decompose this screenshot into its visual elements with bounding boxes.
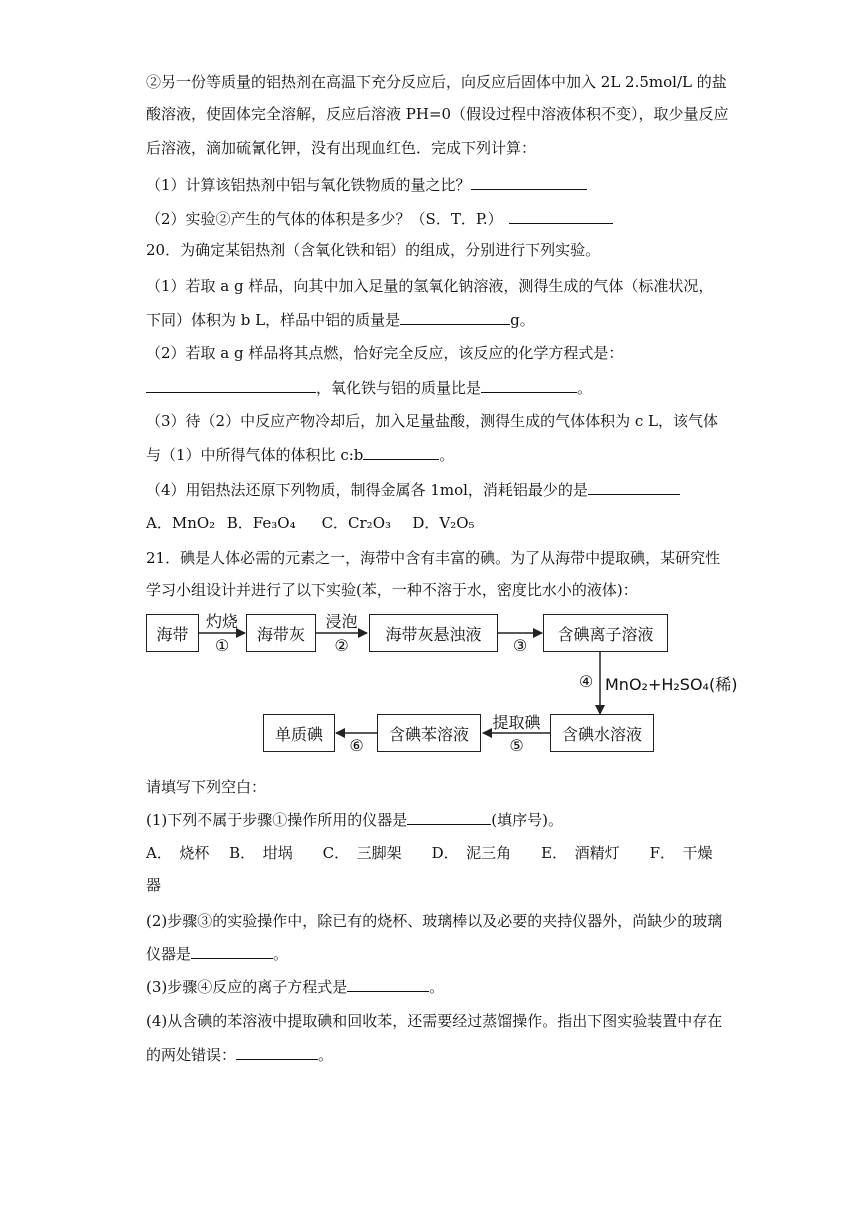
step-label-5: 提取碘 — [492, 713, 541, 732]
text-line: （1）若取 a g 样品，向其中加入足量的氢氧化钠溶液，测得生成的气体（标准状况， — [146, 277, 714, 295]
question-text: ，氧化铁与铝的质量比是 — [316, 379, 482, 397]
option-b: B．Fe₃O₄ — [226, 514, 296, 532]
text-line: A． 烧杯 B． 坩埚 C． 三脚架 D． 泥三角 E． 酒精灯 F． 干燥 — [146, 844, 713, 862]
step-reagent-4: MnO₂+H₂SO₄(稀) — [605, 675, 738, 694]
answer-blank[interactable] — [236, 1044, 318, 1060]
punct-text: 。 — [439, 446, 455, 464]
step-number-3: ③ — [512, 636, 528, 655]
step-number-4: ④ — [578, 672, 594, 691]
step-number-6: ⑥ — [349, 736, 364, 755]
question-text: （4）用铝热法还原下列物质，制得金属各 1mol，消耗铝最少的是 — [146, 481, 588, 499]
step-box-ash-suspension: 海带灰悬浊液 — [369, 614, 498, 652]
step-box-iodide-solution: 含碘离子溶液 — [543, 614, 668, 652]
step-number-5: ⑤ — [509, 736, 524, 755]
step-box-iodine-benzene: 含碘苯溶液 — [377, 714, 481, 752]
text-line — [146, 976, 444, 997]
step-box-iodine: 单质碘 — [263, 714, 335, 752]
question-text: (3)步骤④反应的离子方程式是 — [146, 978, 348, 996]
question-text: 与（1）中所得气体的体积比 c:b — [146, 446, 364, 464]
step-box-kelp: 海带 — [146, 614, 199, 652]
step-number-1: ① — [214, 636, 230, 655]
unit-text: g。 — [510, 311, 535, 329]
step-box-iodine-water: 含碘水溶液 — [550, 714, 654, 752]
punct-text: 。 — [577, 379, 593, 397]
text-line: 学习小组设计并进行了以下实验(苯，一种不溶于水，密度比水小的液体)： — [146, 581, 638, 599]
option-c: C．Cr₂O₃ — [321, 514, 392, 532]
punct-text: 。 — [318, 1046, 334, 1064]
answer-blank[interactable] — [407, 809, 491, 825]
text-line — [146, 943, 288, 964]
step-label-2: 浸泡 — [325, 612, 358, 631]
text-line: （3）待（2）中反应产物冷却后，加入足量盐酸，测得生成的气体体积为 c L，该气体 — [146, 412, 718, 430]
text-line: (4)从含碘的苯溶液中提取碘和回收苯，还需要经过蒸馏操作。指出下图实验装置中存在 — [146, 1012, 723, 1030]
question-heading: 21．碘是人体必需的元素之一，海带中含有丰富的碘。为了从海带中提取碘，某研究性 — [146, 549, 721, 567]
punct-text: 。 — [429, 978, 445, 996]
text-line — [146, 1044, 333, 1065]
text-line: 器 — [146, 876, 162, 894]
text-line: 酸溶液，使固体完全溶解，反应后溶液 PH=0（假设过程中溶液体积不变），取少量反应 — [146, 105, 729, 123]
text-line — [146, 809, 563, 830]
question-heading: 20．为确定某铝热剂（含氧化铁和铝）的组成，分别进行下列实验。 — [146, 241, 601, 259]
step-label-1: 灼烧 — [205, 612, 238, 631]
question-text: 仪器是 — [146, 945, 192, 963]
question-text: 的两处错误： — [146, 1046, 237, 1064]
text-line: (2)步骤③的实验操作中，除已有的烧杯、玻璃棒以及必要的夹持仪器外，尚缺少的玻璃 — [146, 912, 723, 930]
question-text: （2）实验②产生的气体的体积是多少？（S．T．P.） — [146, 210, 503, 228]
text-line: 后溶液，滴加硫氰化钾，没有出现血红色．完成下列计算： — [146, 139, 537, 157]
answer-blank[interactable] — [191, 943, 273, 959]
step-box-kelp-ash: 海带灰 — [246, 614, 316, 652]
step-number-2: ② — [334, 636, 349, 655]
text-line: 请填写下列空白： — [146, 778, 267, 796]
answer-blank[interactable] — [347, 976, 429, 992]
question-text: (1)下列不属于步骤①操作所用的仪器是 — [146, 811, 408, 829]
text-line: （2）若取 a g 样品将其点燃，恰好完全反应，该反应的化学方程式是： — [146, 344, 624, 362]
punct-text: 。 — [273, 945, 289, 963]
text-line: ②另一份等质量的铝热剂在高温下充分反应后，向反应后固体中加入 2L 2.5mol/L 的盐 — [146, 73, 727, 91]
option-a: A．MnO₂ — [146, 514, 216, 532]
question-text: 下同）体积为 b L，样品中铝的质量是 — [146, 311, 401, 329]
option-d: D．V₂O₅ — [412, 514, 475, 532]
question-text: （1）计算该铝热剂中铝与氧化铁物质的量之比？ — [146, 176, 471, 194]
question-text: (填序号)。 — [491, 811, 563, 829]
